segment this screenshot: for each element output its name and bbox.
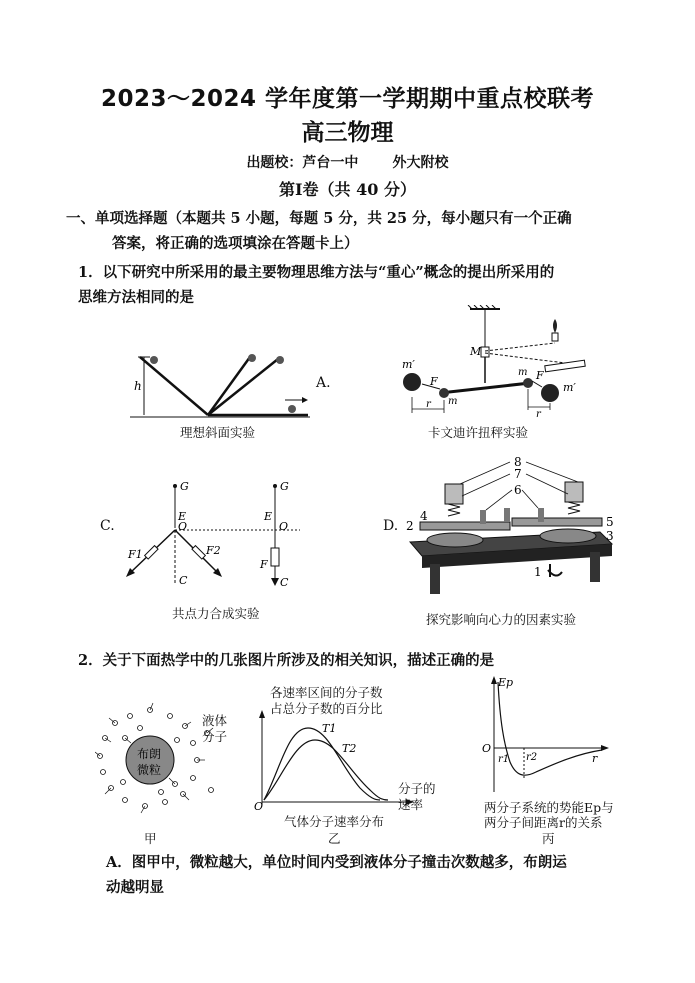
option-b-caption: 卡文迪许扭秤实验: [428, 425, 529, 440]
label-m-left: m: [448, 396, 458, 407]
option-c-caption: 共点力合成实验: [172, 606, 260, 621]
speed-ylabel-2: 占总分子数的百分比: [270, 701, 383, 716]
figure-speed-distribution: [250, 710, 415, 810]
speed-caption: 气体分子速率分布: [284, 814, 385, 829]
liquid-label-2: 分子: [202, 729, 228, 744]
curve-t2: T2: [342, 742, 357, 755]
label-e-right: E: [264, 510, 273, 523]
exam-title: 2023～2024 学年度第一学期期中重点校联考: [100, 86, 595, 112]
label-r-right: r: [536, 409, 541, 420]
volume-heading: 第Ⅰ卷（共 40 分）: [279, 180, 416, 199]
option-d-letter: D.: [383, 518, 399, 534]
exam-subject: 高三物理: [301, 120, 394, 146]
ep-caption-1: 两分子系统的势能Ep与: [484, 800, 614, 815]
label-e-left: E: [178, 510, 187, 523]
label-m-prime-left: m′: [402, 358, 415, 371]
label-m-big: M: [470, 345, 482, 358]
r1-label: r1: [498, 754, 510, 765]
label-6: 6: [514, 483, 522, 497]
r-axis-label: r: [592, 752, 598, 765]
ep-caption-2: 两分子间距离r的关系: [484, 815, 603, 830]
section-heading-line1: 一、单项选择题（本题共 5 小题，每题 5 分，共 25 分，每小题只有一个正确: [66, 210, 572, 227]
speed-xlabel-1: 分子的: [398, 781, 436, 796]
label-c-left: C: [179, 574, 188, 587]
label-7: 7: [514, 467, 522, 481]
figure-force-composition: [120, 478, 310, 593]
speed-xlabel-2: 速率: [398, 797, 424, 812]
height-label: h: [134, 379, 142, 393]
figure-ideal-incline: [130, 345, 315, 425]
label-f1: F1: [128, 548, 143, 561]
option-d-caption: 探究影响向心力的因素实验: [426, 612, 577, 627]
label-8: 8: [514, 455, 522, 469]
liquid-label-1: 液体: [202, 713, 228, 728]
figure-cavendish-balance: [400, 305, 600, 420]
speed-origin: O: [254, 800, 264, 810]
option-a-letter: A.: [316, 375, 331, 391]
label-1: 1: [534, 565, 542, 579]
q2-option-a-line2: 动越明显: [106, 879, 164, 896]
option-c-letter: C.: [100, 518, 115, 534]
label-2: 2: [406, 519, 414, 533]
curve-t1: T1: [322, 722, 337, 735]
section-heading-line2: 答案，将正确的选项填涂在答题卡上）: [112, 235, 359, 252]
label-m-prime-right: m′: [563, 381, 576, 394]
label-3: 3: [606, 529, 614, 543]
option-a-caption: 理想斜面实验: [180, 425, 256, 440]
particle-label-2: 微粒: [137, 763, 162, 777]
speed-ylabel-1: 各速率区间的分子数: [270, 685, 383, 700]
label-r-left: r: [426, 399, 431, 410]
label-g-right: G: [280, 480, 289, 493]
label-m-right: m: [518, 367, 528, 378]
figure-yi-label: 乙: [328, 831, 341, 846]
figure-jia-label: 甲: [144, 831, 157, 846]
figure-bing-label: 丙: [542, 831, 555, 846]
label-f2: F2: [206, 544, 221, 557]
label-o-right: O: [279, 520, 289, 533]
label-c-right: C: [280, 576, 289, 589]
q2-stem: 2．关于下面热学中的几张图片所涉及的相关知识，描述正确的是: [78, 652, 495, 669]
label-g-left: G: [180, 480, 189, 493]
label-force-right: F: [536, 369, 544, 382]
ep-origin: O: [482, 742, 492, 755]
figure-potential-energy: [480, 672, 610, 797]
figure-centripetal-apparatus: [400, 452, 620, 602]
label-5: 5: [606, 515, 614, 529]
ep-ylabel: Ep: [498, 676, 514, 689]
q2-option-a-line1: A．图甲中，微粒越大，单位时间内受到液体分子撞击次数越多，布朗运: [106, 854, 567, 871]
q1-stem-line1: 1．以下研究中所采用的最主要物理思维方法与“重心”概念的提出所采用的: [78, 264, 555, 281]
particle-label-1: 布朗: [137, 747, 162, 761]
issuing-schools: 出题校：芦台一中 外大附校: [246, 155, 449, 171]
label-4: 4: [420, 509, 428, 523]
label-force-left: F: [430, 375, 438, 388]
q1-stem-line2: 思维方法相同的是: [78, 289, 194, 306]
r2-label: r2: [526, 752, 538, 763]
label-f: F: [260, 558, 268, 571]
label-o-left: O: [178, 520, 188, 533]
